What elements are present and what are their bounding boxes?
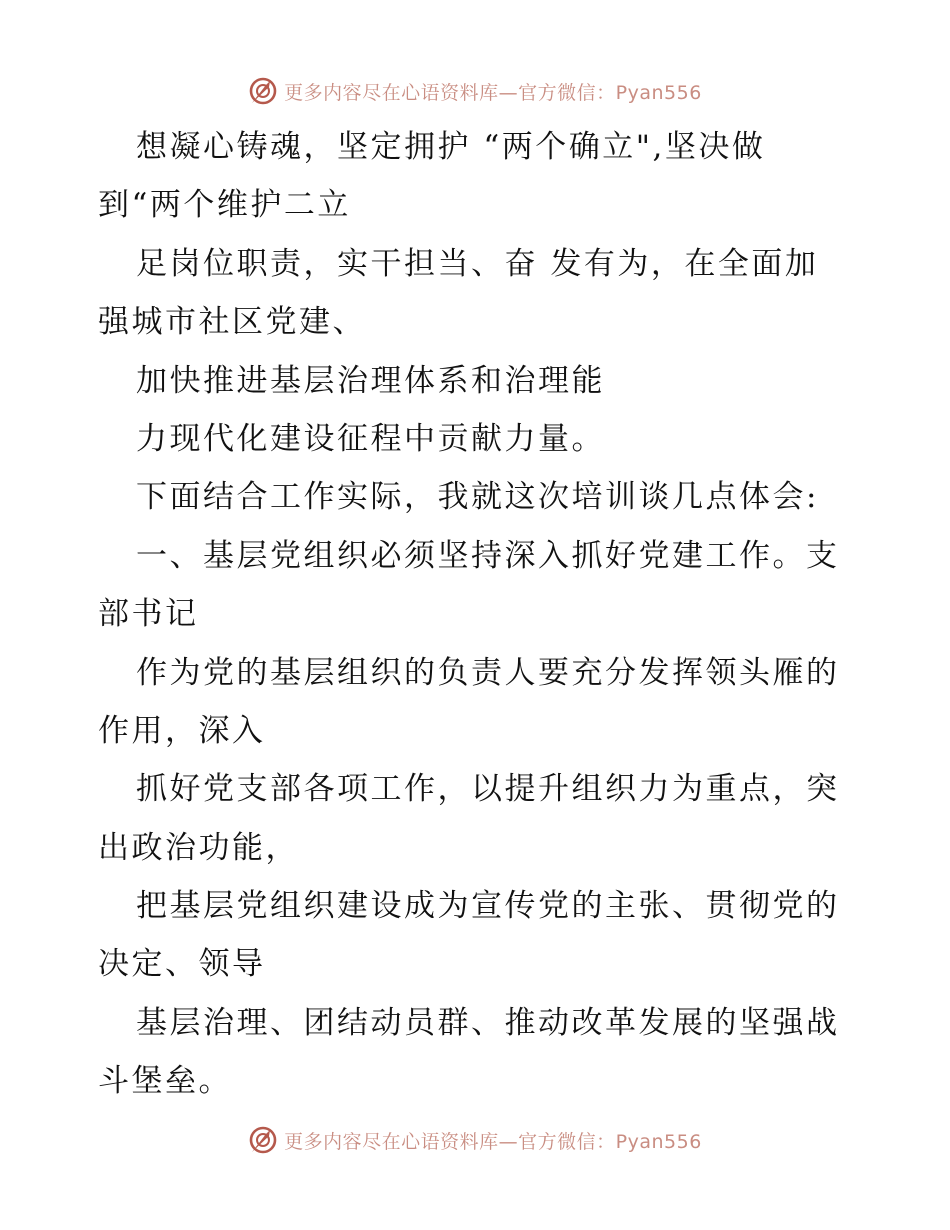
body-line: 下面结合工作实际，我就这次培训谈几点体会: bbox=[136, 479, 819, 516]
quill-circle-logo-icon bbox=[248, 1125, 278, 1155]
body-line: 到“两个维护二立 bbox=[98, 187, 351, 224]
body-line: 加快推进基层治理体系和治理能 bbox=[136, 362, 605, 399]
body-line: 力现代化建设征程中贡献力量。 bbox=[136, 420, 605, 457]
body-line: 抓好党支部各项工作，以提升组织力为重点，突 bbox=[136, 771, 840, 808]
watermark-text: 更多内容尽在心语资料库—官方微信：Pyan556 bbox=[284, 81, 702, 104]
document-body bbox=[98, 118, 858, 1111]
body-line: 强城市社区党建、 bbox=[98, 304, 366, 341]
body-line: 想凝心铸魂，坚定拥护 “两个确立",坚决做 bbox=[136, 129, 766, 165]
body-line: 决定、领导 bbox=[98, 946, 266, 983]
body-line: 足岗位职责，实干担当、奋 发有为，在全面加 bbox=[136, 245, 819, 282]
watermark-text: 更多内容尽在心语资料库—官方微信：Pyan556 bbox=[284, 1130, 702, 1153]
quill-circle-logo-icon bbox=[248, 76, 278, 106]
body-line: 基层治理、团结动员群、推动改革发展的坚强战 bbox=[136, 1004, 840, 1041]
body-line: 作用，深入 bbox=[98, 712, 266, 749]
body-line: 斗堡垒。 bbox=[98, 1063, 232, 1100]
body-line: 一、基层党组织必须坚持深入抓好党建工作。支 bbox=[136, 537, 840, 574]
body-line: 把基层党组织建设成为宣传党的主张、贯彻党的 bbox=[136, 888, 840, 925]
body-line: 作为党的基层组织的负责人要充分发挥领头雁的 bbox=[136, 654, 840, 691]
body-line: 出政治功能， bbox=[98, 829, 299, 866]
footer-watermark bbox=[0, 1120, 950, 1160]
header-watermark bbox=[0, 71, 950, 111]
body-line: 部书记 bbox=[98, 596, 199, 633]
